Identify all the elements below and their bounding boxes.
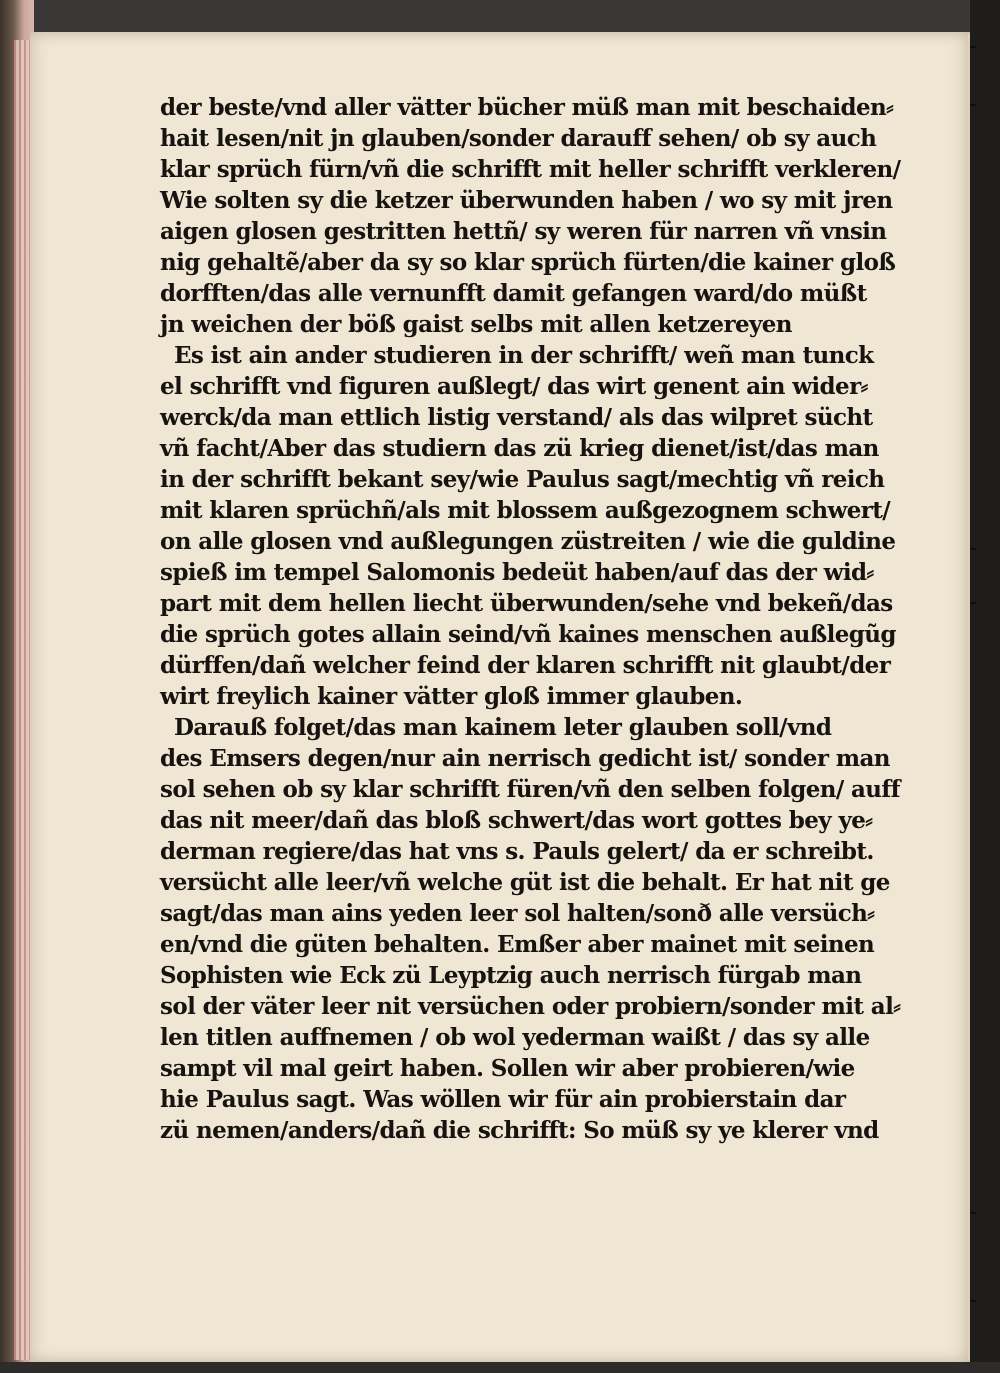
- text-line: sampt vil mal geirt haben. Sollen wir aber probieren/wie: [160, 1055, 855, 1082]
- text-line: en/vnd die güten behalten. Emßer aber mainet mit seinen: [160, 931, 875, 958]
- text-line: des Emsers degen/nur ain nerrisch gedicht ist/ sonder man: [160, 745, 890, 772]
- text-line: wirt freylich kainer vätter gloß immer glauben.: [160, 683, 743, 710]
- text-line: len titlen auffnemen / ob wol yederman waißt / das sy alle: [160, 1024, 870, 1051]
- edge-mark: [970, 1212, 976, 1214]
- text-line: sol der väter leer nit versüchen oder probiern/sonder mit al⸗: [160, 993, 901, 1020]
- text-line: das nit meer/dañ das bloß schwert/das wort gottes bey ye⸗: [160, 807, 873, 834]
- text-line: der beste/vnd aller vätter bücher müß man mit beschaiden⸗: [160, 94, 894, 121]
- text-line: werck/da man ettlich listig verstand/ als das wilpret sücht: [160, 404, 873, 431]
- text-line: on alle glosen vnd außlegungen züstreiten / wie die guldine: [160, 528, 896, 555]
- text-line: mit klaren sprüchñ/als mit blossem außgezognem schwert/: [160, 497, 891, 524]
- text-line: Wie solten sy die ketzer überwunden haben / wo sy mit jren: [160, 187, 893, 214]
- text-line: vñ facht/Aber das studiern das zü krieg dienet/ist/das man: [160, 435, 879, 462]
- page-text-block: [160, 92, 900, 1192]
- paragraph-start-line: Es ist ain ander studieren in der schrifft/ weñ man tunck: [174, 342, 874, 369]
- text-line: sol sehen ob sy klar schrifft füren/vñ den selben folgen/ auff: [160, 776, 900, 803]
- text-line: hait lesen/nit jn glauben/sonder darauff sehen/ ob sy auch: [160, 125, 877, 152]
- text-line: klar sprüch fürn/vñ die schrifft mit heller schrifft verkleren/: [160, 156, 901, 183]
- edge-mark: [970, 104, 976, 106]
- text-line: nig gehaltẽ/aber da sy so klar sprüch fürten/die kainer gloß: [160, 249, 896, 276]
- paragraph-start-line: Darauß folget/das man kainem leter glauben soll/vnd: [174, 714, 832, 741]
- text-line: die sprüch gotes allain seind/vñ kaines menschen außlegũg: [160, 621, 896, 648]
- text-line: derman regiere/das hat vns s. Pauls gelert/ da er schreibt.: [160, 838, 874, 865]
- text-line: spieß im tempel Salomonis bedeüt haben/auf das der wid⸗: [160, 559, 874, 586]
- text-line: versücht alle leer/vñ welche güt ist die behalt. Er hat nit ge: [160, 869, 890, 896]
- text-line: aigen glosen gestritten hettñ/ sy weren für narren vñ vnsin: [160, 218, 887, 245]
- scan-top-border: [0, 0, 1000, 32]
- text-line: hie Paulus sagt. Was wöllen wir für ain probierstain dar: [160, 1086, 846, 1113]
- scan-bottom-border: [0, 1362, 1000, 1373]
- text-line: dorfften/das alle vernunfft damit gefangen ward/do müßt: [160, 280, 867, 307]
- text-line: in der schrifft bekant sey/wie Paulus sagt/mechtig vñ reich: [160, 466, 885, 493]
- edge-mark: [970, 1300, 976, 1302]
- edge-mark: [970, 602, 976, 604]
- edge-mark: [970, 46, 976, 48]
- text-line: dürffen/dañ welcher feind der klaren schrifft nit glaubt/der: [160, 652, 891, 679]
- edge-mark: [970, 548, 976, 550]
- text-line: zü nemen/anders/dañ die schrifft: So müß sy ye klerer vnd: [160, 1117, 879, 1144]
- text-line: Sophisten wie Eck zü Leyptzig auch nerrisch fürgab man: [160, 962, 862, 989]
- text-line: jn weichen der böß gaist selbs mit allen ketzereyen: [160, 311, 792, 338]
- text-line: part mit dem hellen liecht überwunden/sehe vnd bekeñ/das: [160, 590, 893, 617]
- scan-right-border: [970, 0, 1000, 1373]
- text-line: el schrifft vnd figuren außlegt/ das wirt genent ain wider⸗: [160, 373, 868, 400]
- text-line: sagt/das man ains yeden leer sol halten/sonð alle versüch⸗: [160, 900, 875, 927]
